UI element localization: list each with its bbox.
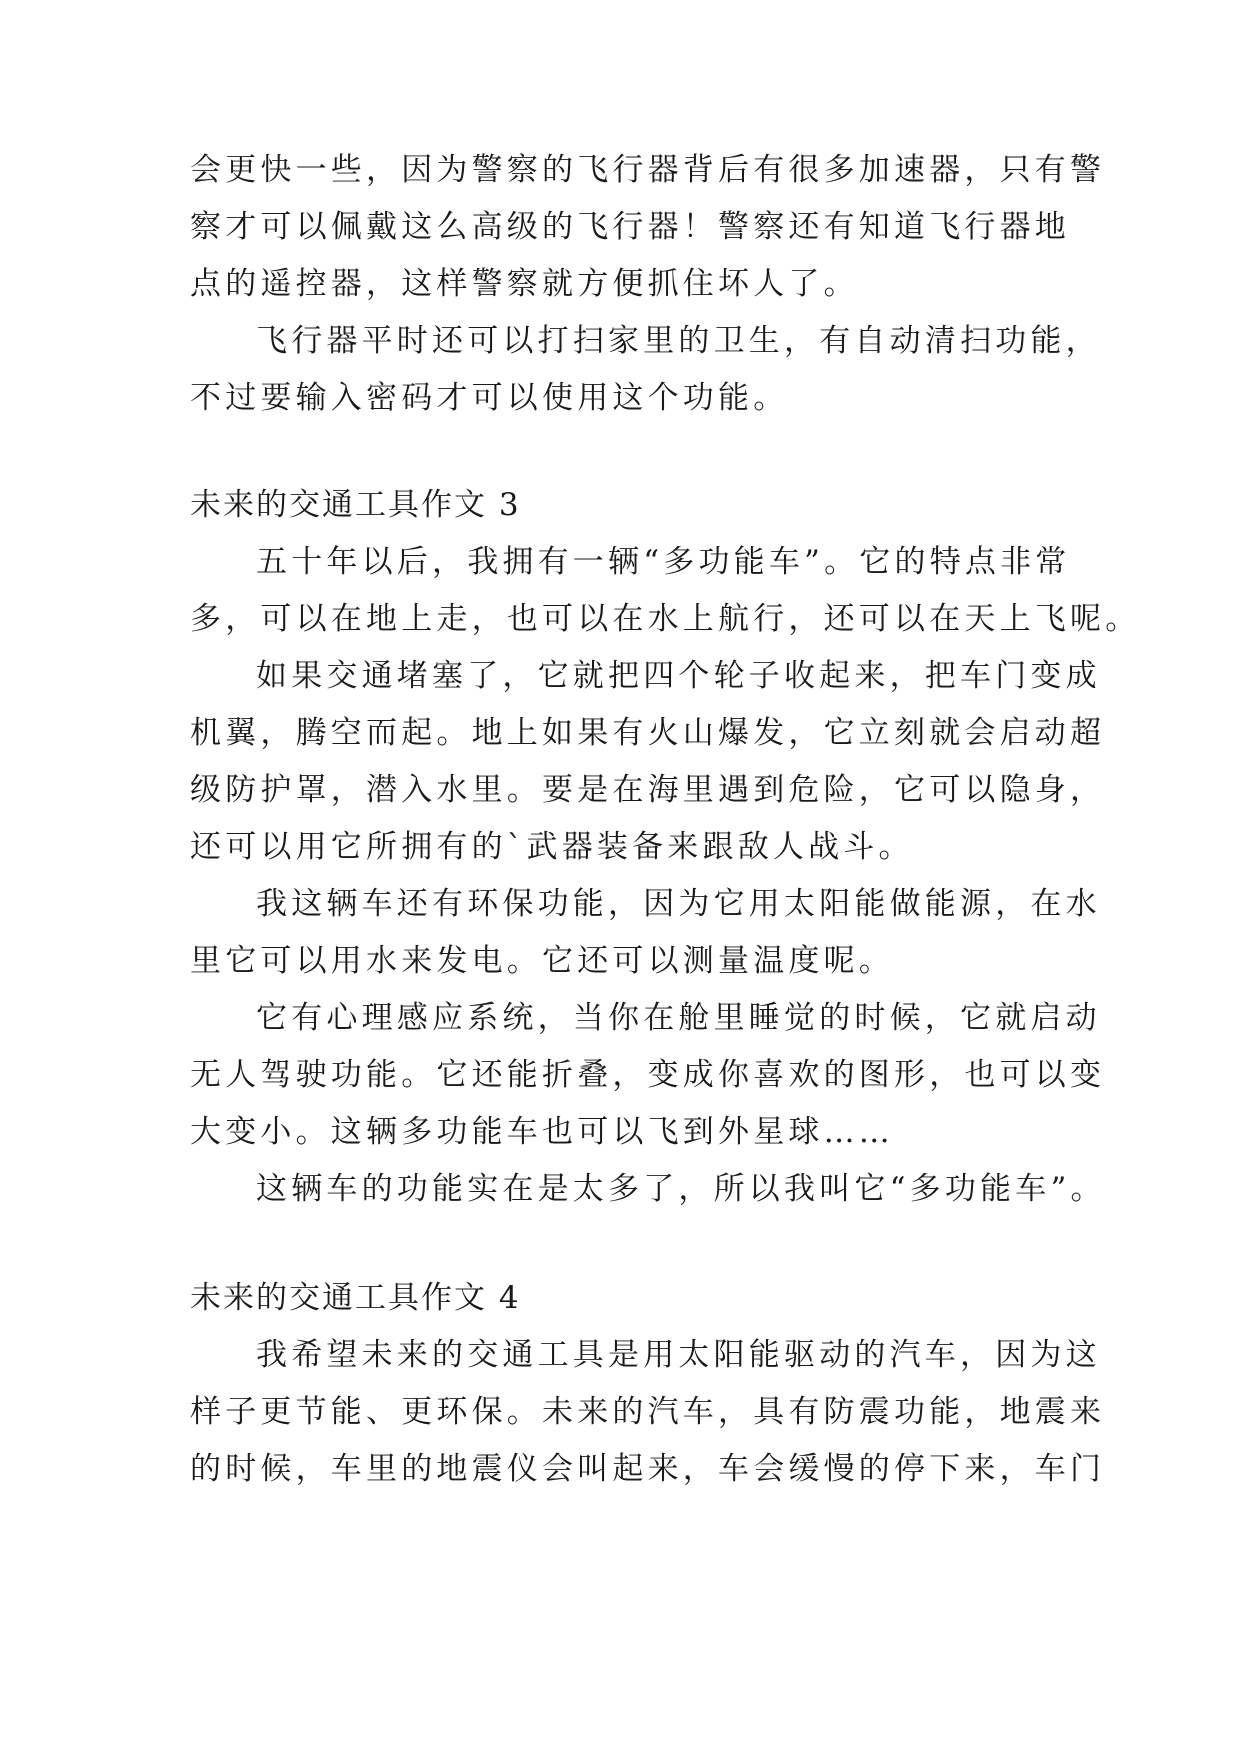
paragraph-line: 五十年以后，我拥有一辆“多功能车”。它的特点非常 [256, 544, 1071, 580]
section-heading: 未来的交通工具作文 4 [190, 1280, 521, 1316]
paragraph-line: 察才可以佩戴这么高级的飞行器！警察还有知道飞行器地 [190, 209, 1070, 245]
paragraph-line: 大变小。这辆多功能车也可以飞到外星球…… [190, 1114, 894, 1150]
paragraph-line: 机翼，腾空而起。地上如果有火山爆发，它立刻就会启动超 [190, 715, 1106, 751]
section-heading: 未来的交通工具作文 3 [190, 487, 521, 523]
paragraph-line: 样子更节能、更环保。未来的汽车，具有防震功能，地震来 [190, 1394, 1106, 1430]
paragraph-line: 会更快一些，因为警察的飞行器背后有很多加速器，只有警 [190, 152, 1106, 188]
paragraph-line: 多，可以在地上走，也可以在水上航行，还可以在天上飞呢。 [190, 601, 1141, 637]
paragraph-line: 的时候，车里的地震仪会叫起来，车会缓慢的停下来，车门 [190, 1451, 1106, 1487]
paragraph-line: 还可以用它所拥有的`武器装备来跟敌人战斗。 [190, 829, 914, 865]
paragraph-line: 里它可以用水来发电。它还可以测量温度呢。 [190, 943, 894, 979]
paragraph-line: 我这辆车还有环保功能，因为它用太阳能做能源，在水 [256, 886, 1101, 922]
paragraph-line: 无人驾驶功能。它还能折叠，变成你喜欢的图形，也可以变 [190, 1057, 1106, 1093]
paragraph-line: 它有心理感应系统，当你在舱里睡觉的时候，它就启动 [256, 1000, 1101, 1036]
paragraph-line: 如果交通堵塞了，它就把四个轮子收起来，把车门变成 [256, 658, 1101, 694]
paragraph-line: 不过要输入密码才可以使用这个功能。 [190, 380, 789, 416]
paragraph-line: 点的遥控器，这样警察就方便抓住坏人了。 [190, 266, 859, 302]
paragraph-line: 我希望未来的交通工具是用太阳能驱动的汽车，因为这 [256, 1337, 1101, 1373]
paragraph-line: 这辆车的功能实在是太多了，所以我叫它“多功能车”。 [256, 1171, 1106, 1207]
paragraph-line: 飞行器平时还可以打扫家里的卫生，有自动清扫功能， [256, 323, 1101, 359]
paragraph-line: 级防护罩，潜入水里。要是在海里遇到危险，它可以隐身， [190, 772, 1106, 808]
